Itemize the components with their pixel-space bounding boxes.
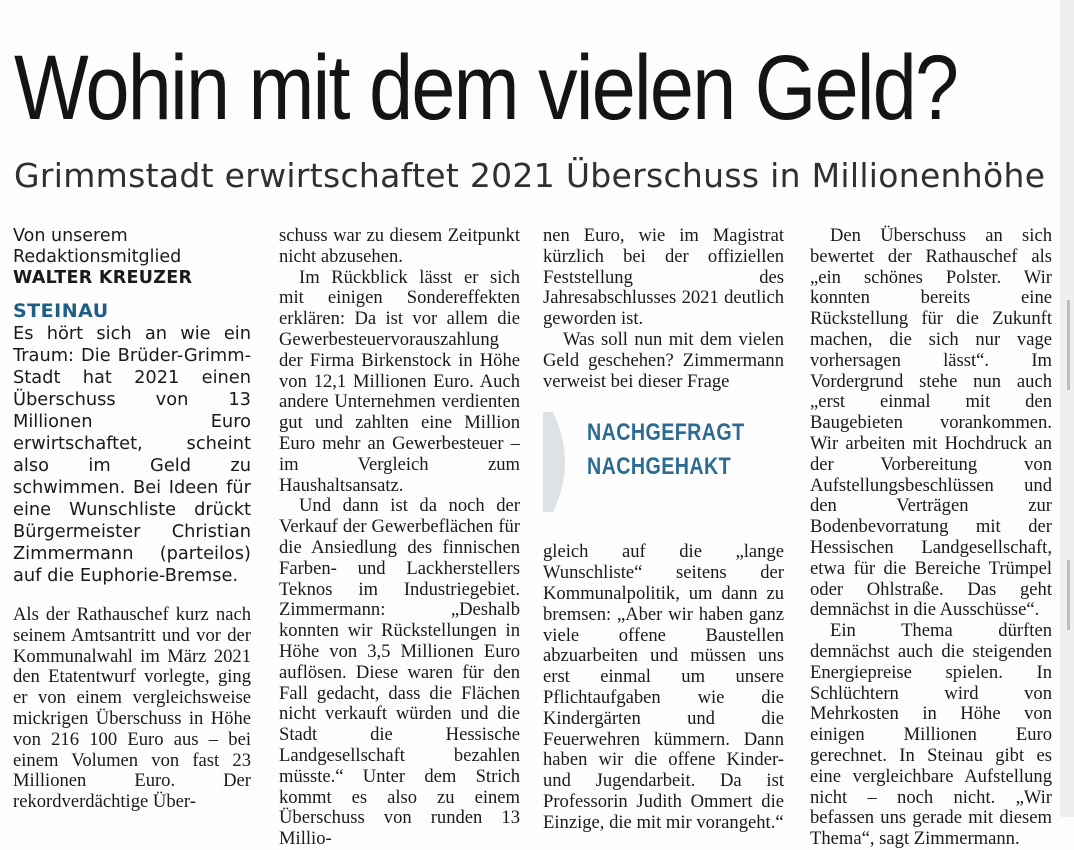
body-paragraph: Was soll nun mit dem vielen Geld geschehen? Zimmermann verweist bei dieser Frage: [543, 328, 784, 392]
column-2: [279, 226, 520, 850]
byline-line-1: Von unserem: [13, 226, 128, 246]
body-paragraph: Als der Rathauschef kurz nach seinem Amtsantritt und vor der Kommunalwahl im März 2021 den Etatentwurf vorlegte, ging er von einem vergleichsweise mickrigen Überschuss in Höhe von 216 100 Euro aus – bei einem Volumen von fast 23 Millionen Euro. Der rekordverdächtige Über-: [13, 604, 251, 813]
author-name: WALTER KREUZER: [13, 268, 193, 288]
column-3: [543, 226, 784, 834]
column-4: [810, 226, 1052, 850]
dateline: STEINAU: [13, 300, 109, 322]
edge-mark: [1067, 300, 1070, 390]
infobox-label: [587, 416, 745, 484]
infobox-nachgefragt: [543, 412, 784, 532]
byline-line-2: Redaktionsmitglied: [13, 246, 182, 267]
lead-paragraph: Es hört sich an wie ein Traum: Die Brüder-Grimm-Stadt hat 2021 einen Überschuss von 13 Millionen Euro erwirtschaftet, scheint also im Geld zu schwimmen. Bei Ideen für eine Wunschliste drückt Bürgermeister Christian Zimmermann (parteilos) auf die Euphorie-Bremse.: [13, 323, 251, 586]
body-paragraph: nen Euro, wie im Magistrat kürzlich bei der offiziellen Feststellung des Jahresabschlusses 2021 deutlich geworden ist.: [543, 225, 784, 330]
body-paragraph: Im Rückblick lässt er sich mit einigen Sondereffekten erklären: Da ist vor allem die Gewerbesteuervorauszahlung der Firma Birkenstock in Höhe von 12,1 Millionen Euro. Auch andere Unternehmen verdienten gut und zahlten eine Million Euro mehr an Gewerbesteuer – im Vergleich zum Haushaltsansatz.: [279, 266, 520, 496]
page-edge: [1060, 0, 1074, 817]
body-paragraph: Ein Thema dürften demnächst auch die steigenden Energiepreise spielen. In Schlüchtern wird von Mehrkosten in Höhe von einigen Millionen Euro gerechnet. In Steinau gibt es eine vergleichbare Aufstellung nicht – noch nicht. „Wir befassen uns gerade mit diesem Thema“, sagt Zimmermann.: [810, 620, 1052, 850]
edge-mark: [1067, 560, 1070, 630]
body-paragraph: schuss war zu diesem Zeitpunkt nicht abzusehen.: [279, 225, 520, 267]
infobox-shape-icon: [543, 412, 577, 512]
body-paragraph: Den Überschuss an sich bewertet der Rathauschef als „ein schönes Polster. Wir konnten bereits eine Rückstellung für die Zukunft machen, die sich nur vage vorhersagen lässt“. Im Vordergrund stehe nun auch „erst einmal mit den Baugebieten vorankommen. Wir arbeiten mit Hochdruck an der Vorbereitung von Aufstellungsbeschlüssen und den Verträgen zur Bodenbevorratung mit der Hessischen Landgesellschaft, etwa für die Bereiche Trümpel oder Ohlstraße. Das geht demnächst in die Ausschüsse“.: [810, 225, 1052, 621]
body-paragraph: gleich auf die „lange Wunschliste“ seitens der Kommunalpolitik, um dann zu bremsen: „Aber wir haben ganz viele offene Baustellen abzuarbeiten und müssen uns erst einmal um unsere Pflichtaufgaben wie die Kindergärten und die Feuerwehren kümmern. Dann haben wir die offene Kinder- und Jugendarbeit. Da ist Professorin Judith Ommert die Einzige, die mit mir vorangeht.“: [543, 541, 784, 833]
headline: Wohin mit dem vielen Geld?: [14, 37, 958, 139]
column-1: [13, 226, 251, 813]
infobox-line-2: NACHGEHAKT: [587, 453, 732, 481]
body-paragraph: Und dann ist da noch der Verkauf der Gewerbeflächen für die Ansiedlung des finnischen Farben- und Lackherstellers Teknos im Industriegebiet. Zimmermann: „Deshalb konnten wir Rückstellungen in Höhe von 3,5 Millionen Euro auflösen. Diese waren für den Fall gedacht, dass die Flächen nicht verkauft würden und die Stadt die Hessische Landgesellschaft bezahlen müsste.“ Unter dem Strich kommt es also zu einem Überschuss von runden 13 Millio-: [279, 495, 520, 850]
subheadline: Grimmstadt erwirtschaftet 2021 Überschuss in Millionenhöhe: [14, 156, 1046, 195]
infobox-line-1: NACHGEFRAGT: [587, 419, 745, 447]
